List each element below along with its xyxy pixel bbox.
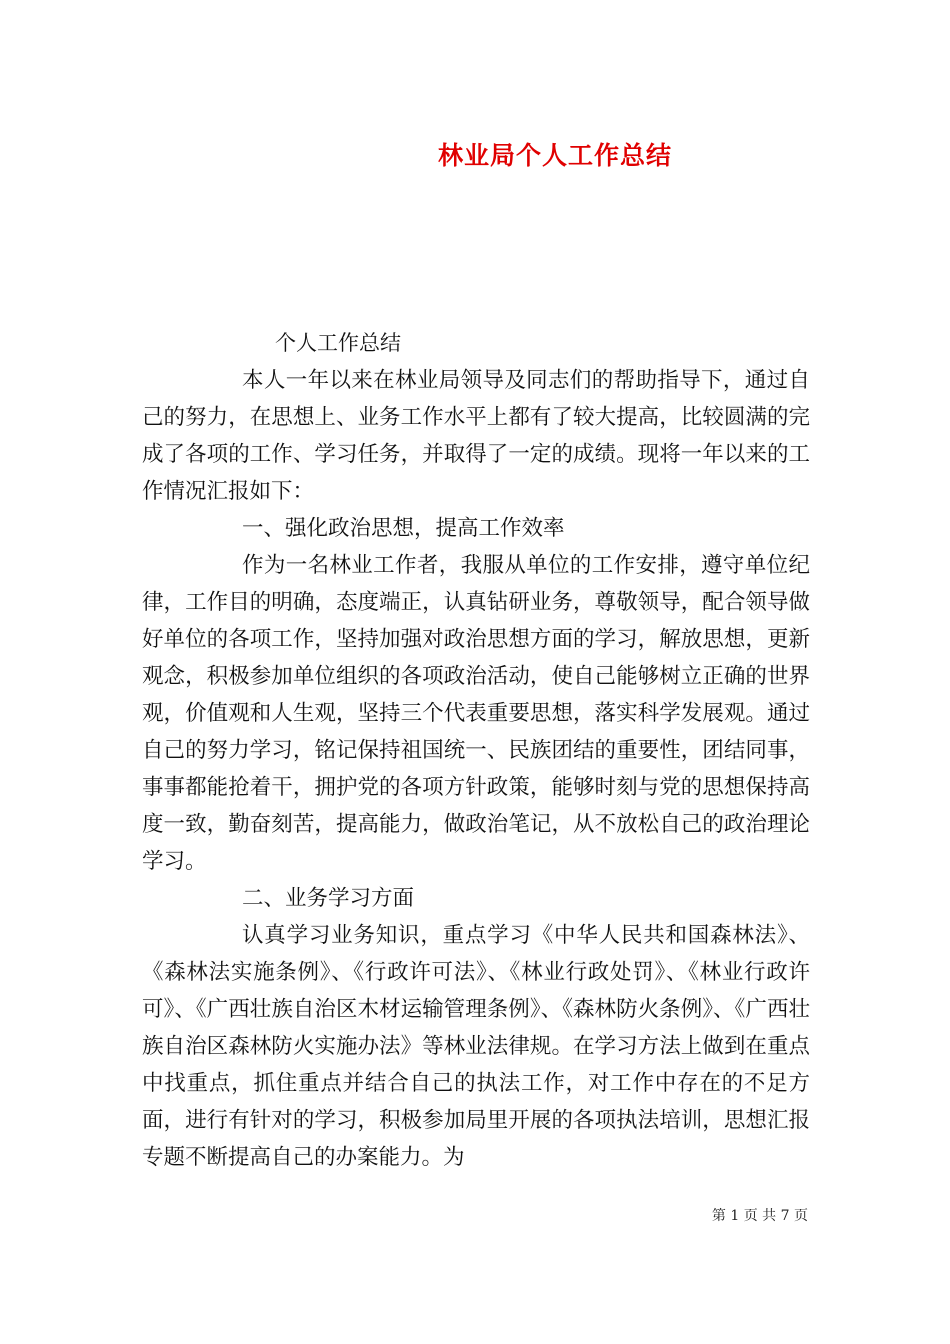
page-indicator: 第 1 页 共 7 页 xyxy=(711,1208,808,1224)
paragraph-section-1: 作为一名林业工作者，我服从单位的工作安排，遵守单位纪律，工作目的明确，态度端正，认真钻研业务，尊敬领导，配合领导做好单位的各项工作，坚持加强对政治思想方面的学习，解放思想，更新观念，积极参加单位组织的各项政治活动，使自己能够树立正确的世界观，价值观和人生观，坚持三个代表重要思想，落实科学发展观。通过自己的努力学习，铭记保持祖国统一、民族团结的重要性，团结同事，事事都能抢着干，拥护党的各项方针政策，能够时刻与党的思想保持高度一致，勤奋刻苦，提高能力，做政治笔记，从不放松自己的政治理论学习。 xyxy=(142,553,810,874)
section-heading-1: 一、强化政治思想，提高工作效率 xyxy=(242,516,565,541)
section-heading-2: 二、业务学习方面 xyxy=(242,886,415,911)
paragraph-intro: 本人一年以来在林业局领导及同志们的帮助指导下，通过自己的努力，在思想上、业务工作水平上都有了较大提高，比较圆满的完成了各项的工作、学习任务，并取得了一定的成绩。现将一年以来的工作情况汇报如下： xyxy=(142,368,810,504)
document-subtitle: 个人工作总结 xyxy=(275,331,401,355)
paragraph-section-2: 认真学习业务知识，重点学习《中华人民共和国森林法》、《森林法实施条例》、《行政许可法》、《林业行政处罚》、《林业行政许可》、《广西壮族自治区木材运输管理条例》、《森林防火条例》、《广西壮族自治区森林防火实施办法》等林业法律规。在学习方法上做到在重点中找重点，抓住重点并结合自己的执法工作，对工作中存在的不足方面，进行有针对的学习，积极参加局里开展的各项执法培训，思想汇报专题不断提高自己的办案能力。为 xyxy=(142,923,810,1170)
document-body xyxy=(142,325,810,1176)
document-title: 林业局个人工作总结 xyxy=(437,141,672,170)
